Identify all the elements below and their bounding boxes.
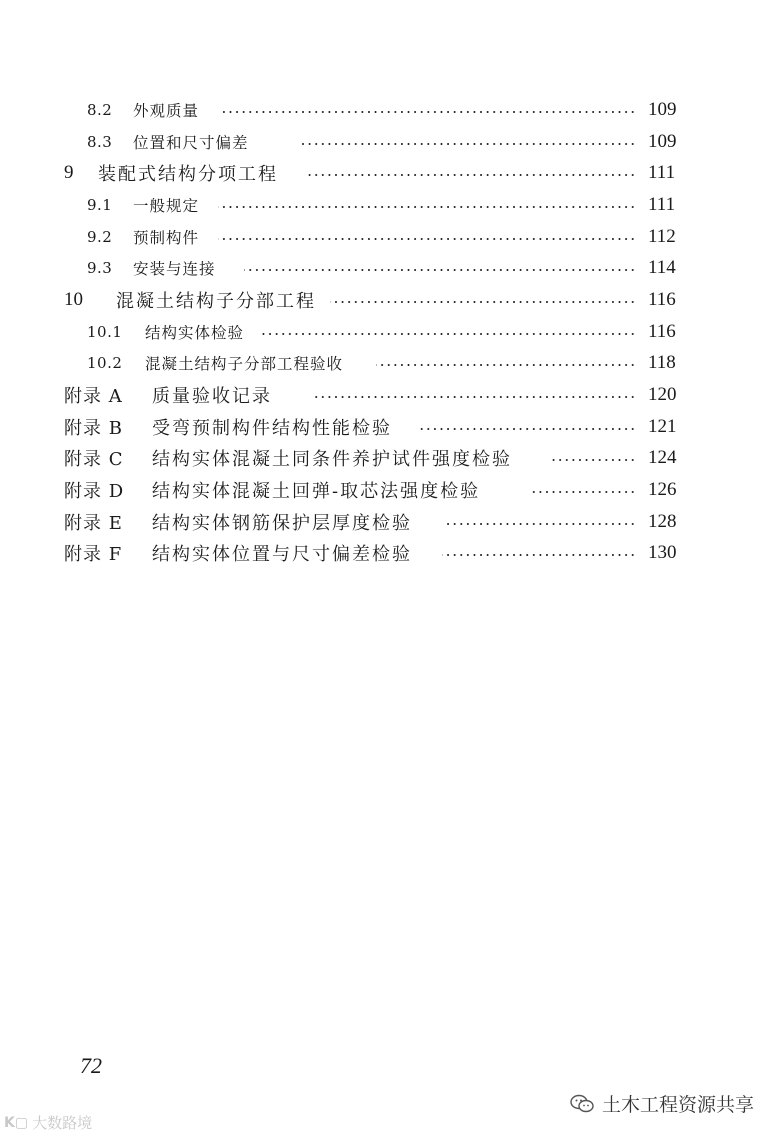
watermark-logo-icon: K▢ (4, 1114, 29, 1131)
toc-entry-page: 118 (648, 352, 676, 374)
toc-entry[interactable] (0, 126, 776, 158)
toc-dot-leader (306, 174, 636, 176)
toc-dot-leader (530, 491, 636, 493)
toc-entry-title: 结构实体检验 (145, 323, 245, 342)
toc-entry[interactable] (0, 348, 776, 380)
toc-entry-number: 9.2 (87, 227, 113, 246)
toc-entry-page: 124 (648, 447, 677, 469)
watermark-left (4, 1112, 92, 1133)
toc-entry-page: 126 (648, 479, 677, 501)
toc-entry-page: 112 (648, 225, 676, 247)
toc-entry-title: 结构实体混凝土同条件养护试件强度检验 (152, 449, 512, 471)
watermark-left-text: 大数路境 (32, 1114, 93, 1132)
toc-entry-title: 混凝土结构子分部工程验收 (145, 355, 344, 374)
toc-entry-page: 116 (648, 320, 676, 342)
toc-entry[interactable] (0, 538, 776, 570)
toc-entry[interactable] (0, 189, 776, 221)
toc-entry-title: 外观质量 (133, 101, 200, 120)
toc-entry-number: 附录 A (64, 386, 123, 408)
toc-entry-number: 附录 D (64, 481, 125, 503)
toc-entry[interactable] (0, 252, 776, 284)
toc-entry-number: 10.2 (87, 354, 123, 373)
toc-entry[interactable] (0, 316, 776, 348)
toc-entry[interactable] (0, 379, 776, 411)
toc-entry-title: 预制构件 (133, 228, 200, 247)
toc-entry-number: 附录 C (64, 449, 124, 471)
toc-entry-number: 8.2 (87, 100, 113, 119)
toc-entry-number: 8.3 (87, 132, 113, 151)
toc-entry-title: 安装与连接 (133, 260, 216, 279)
toc-entry[interactable] (0, 284, 776, 316)
toc-entry-title: 结构实体钢筋保护层厚度检验 (152, 512, 412, 534)
toc-entry-number: 附录 B (64, 417, 123, 439)
toc-entry-page: 120 (648, 384, 677, 406)
toc-entry-page: 116 (648, 288, 676, 310)
toc-dot-leader (330, 301, 636, 303)
toc-dot-leader (262, 333, 636, 335)
toc-dot-leader (444, 523, 636, 525)
toc-entry[interactable] (0, 443, 776, 475)
toc-entry[interactable] (0, 94, 776, 126)
toc-entry-title: 混凝土结构子分部工程 (116, 290, 316, 312)
toc-entry-title: 结构实体位置与尺寸偏差检验 (152, 544, 412, 566)
page-number: 72 (80, 1053, 102, 1078)
toc-entry-title: 位置和尺寸偏差 (133, 133, 249, 152)
toc-dot-leader (244, 269, 636, 271)
toc-dot-leader (442, 554, 636, 556)
toc-entry-page: 111 (648, 193, 676, 215)
toc-entry-title: 受弯预制构件结构性能检验 (152, 417, 392, 439)
toc-entry[interactable] (0, 221, 776, 253)
toc-entry-title: 质量验收记录 (152, 386, 272, 408)
toc-entry-number: 9.3 (87, 259, 113, 278)
toc-dot-leader (218, 238, 636, 240)
toc-entry[interactable] (0, 506, 776, 538)
toc-entry-title: 装配式结构分项工程 (98, 164, 278, 186)
table-of-contents (0, 94, 776, 569)
toc-dot-leader (314, 396, 636, 398)
toc-entry-number: 10.1 (87, 322, 123, 341)
toc-entry-page: 114 (648, 257, 676, 279)
toc-entry-number: 附录 F (64, 544, 123, 566)
toc-entry-page: 109 (648, 98, 677, 120)
toc-entry-page: 128 (648, 510, 677, 532)
toc-entry-number: 9 (64, 162, 74, 184)
toc-entry-number: 10 (64, 288, 83, 310)
toc-entry[interactable] (0, 474, 776, 506)
toc-entry-page: 121 (648, 415, 677, 437)
toc-dot-leader (222, 111, 636, 113)
toc-entry[interactable] (0, 157, 776, 189)
toc-entry-number: 附录 E (64, 512, 123, 534)
wechat-icon (570, 1094, 594, 1114)
watermark-right-text: 土木工程资源共享 (601, 1094, 754, 1116)
toc-entry-number: 9.1 (87, 195, 113, 214)
toc-entry-page: 111 (648, 162, 676, 184)
toc-dot-leader (218, 206, 636, 208)
toc-entry-page: 109 (648, 130, 677, 152)
toc-dot-leader (416, 428, 636, 430)
toc-dot-leader (376, 364, 636, 366)
watermark-right (570, 1090, 754, 1117)
toc-entry-title: 一般规定 (133, 196, 200, 215)
toc-dot-leader (298, 143, 636, 145)
toc-entry-page: 130 (648, 542, 677, 564)
toc-dot-leader (551, 459, 636, 461)
toc-entry-title: 结构实体混凝土回弹-取芯法强度检验 (152, 481, 481, 503)
toc-entry[interactable] (0, 411, 776, 443)
